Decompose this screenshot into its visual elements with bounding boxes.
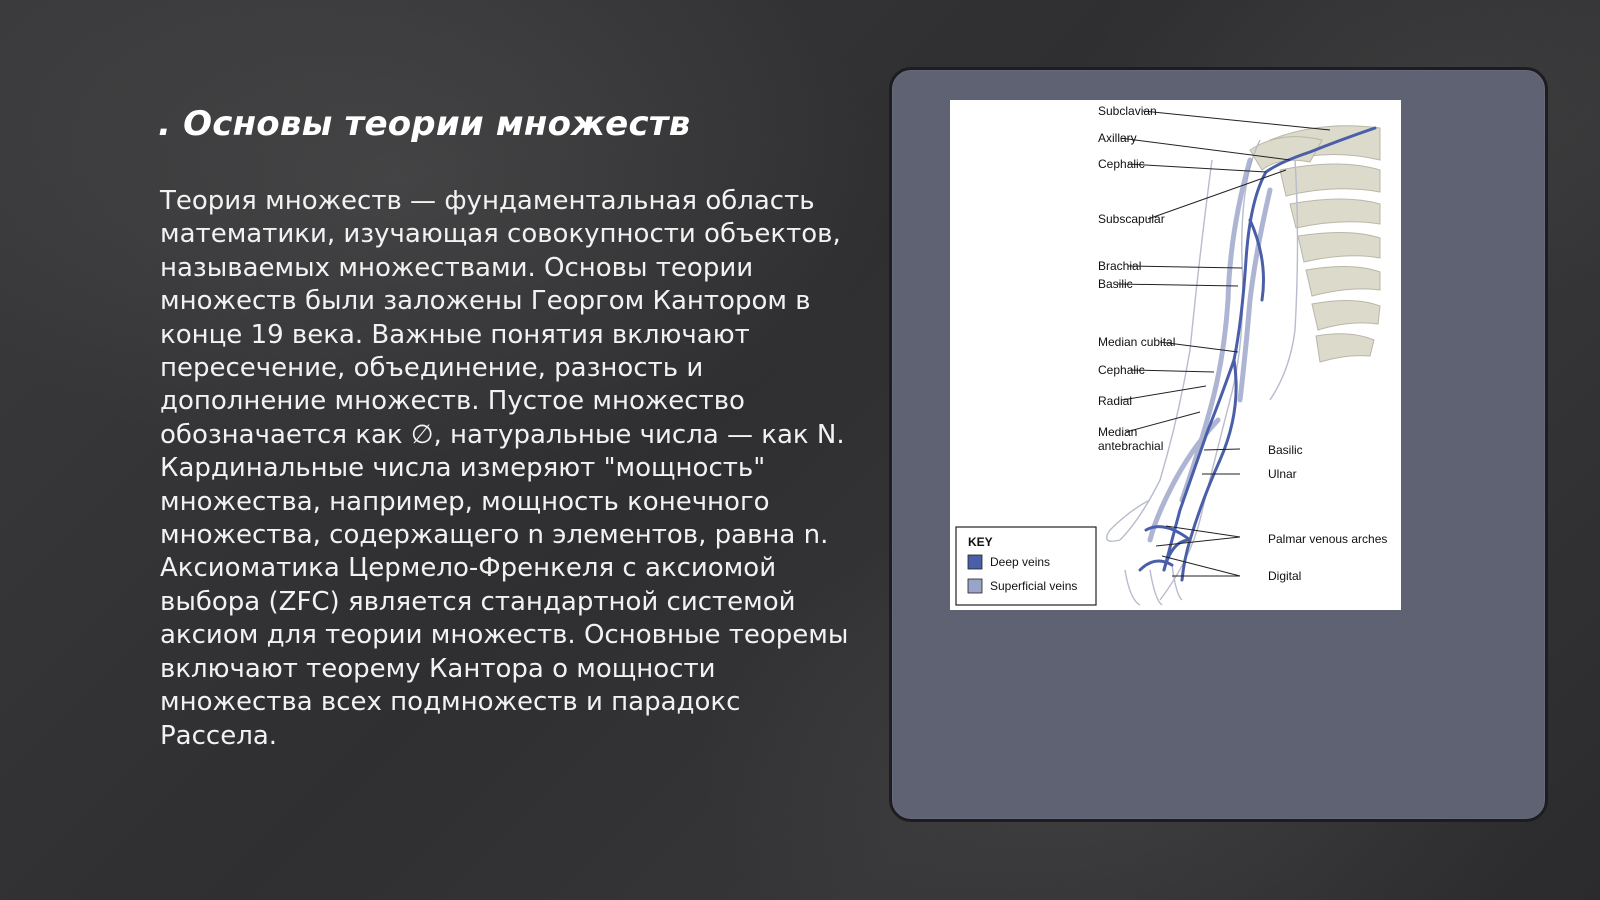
label-subclavian: Subclavian — [1098, 104, 1157, 118]
key-deep-veins-label: Deep veins — [990, 555, 1051, 569]
ribcage-illustration — [1250, 126, 1380, 362]
slide-title: . Основы теории множеств — [158, 104, 691, 144]
label-subscapular: Subscapular — [1098, 212, 1165, 226]
label-median-antebrachial-1: Median — [1098, 425, 1138, 439]
label-ulnar: Ulnar — [1268, 467, 1297, 481]
deep-veins-swatch — [968, 555, 982, 569]
label-cephalic-upper: Cephalic — [1098, 157, 1145, 171]
label-brachial: Brachial — [1098, 259, 1142, 273]
figure-key — [956, 527, 1096, 605]
label-basilic-lower: Basilic — [1268, 443, 1303, 457]
label-median-cubital: Median cubital — [1098, 335, 1176, 349]
arm-veins-figure — [950, 100, 1401, 610]
slide-body-text: Теория множеств — фундаментальная область математики, изучающая совокупности объектов, называемых множествами. Основы теории множеств были заложены Георгом Кантором в конце 19 века. Важные понятия включают пересечение, объединение, разность и дополнение множеств. Пустое множество обозначается как ∅, натуральные числа — как N. Кардинальные числа измеряют "мощность" множества, например, мощность конечного множества, содержащего n элементов, равна n. Аксиоматика Цермело-Френкеля с аксиомой выбора (ZFC) является стандартной системой аксиом для теории множеств. Основные теоремы включают теорему Кантора о мощности множества всех подмножеств и парадокс Рассела. — [160, 186, 849, 751]
label-axillary: Axillary — [1098, 131, 1137, 145]
arm-veins-illustration — [950, 100, 1401, 610]
label-cephalic-lower: Cephalic — [1098, 363, 1145, 377]
label-radial: Radial — [1098, 394, 1133, 408]
label-basilic-upper: Basilic — [1098, 277, 1133, 291]
key-superficial-veins-label: Superficial veins — [990, 579, 1078, 593]
label-digital: Digital — [1268, 569, 1302, 583]
key-title: KEY — [968, 535, 993, 549]
superficial-veins-swatch — [968, 579, 982, 593]
label-palmar-venous-arches: Palmar venous arches — [1268, 532, 1388, 546]
label-median-antebrachial-2: antebrachial — [1098, 439, 1164, 453]
